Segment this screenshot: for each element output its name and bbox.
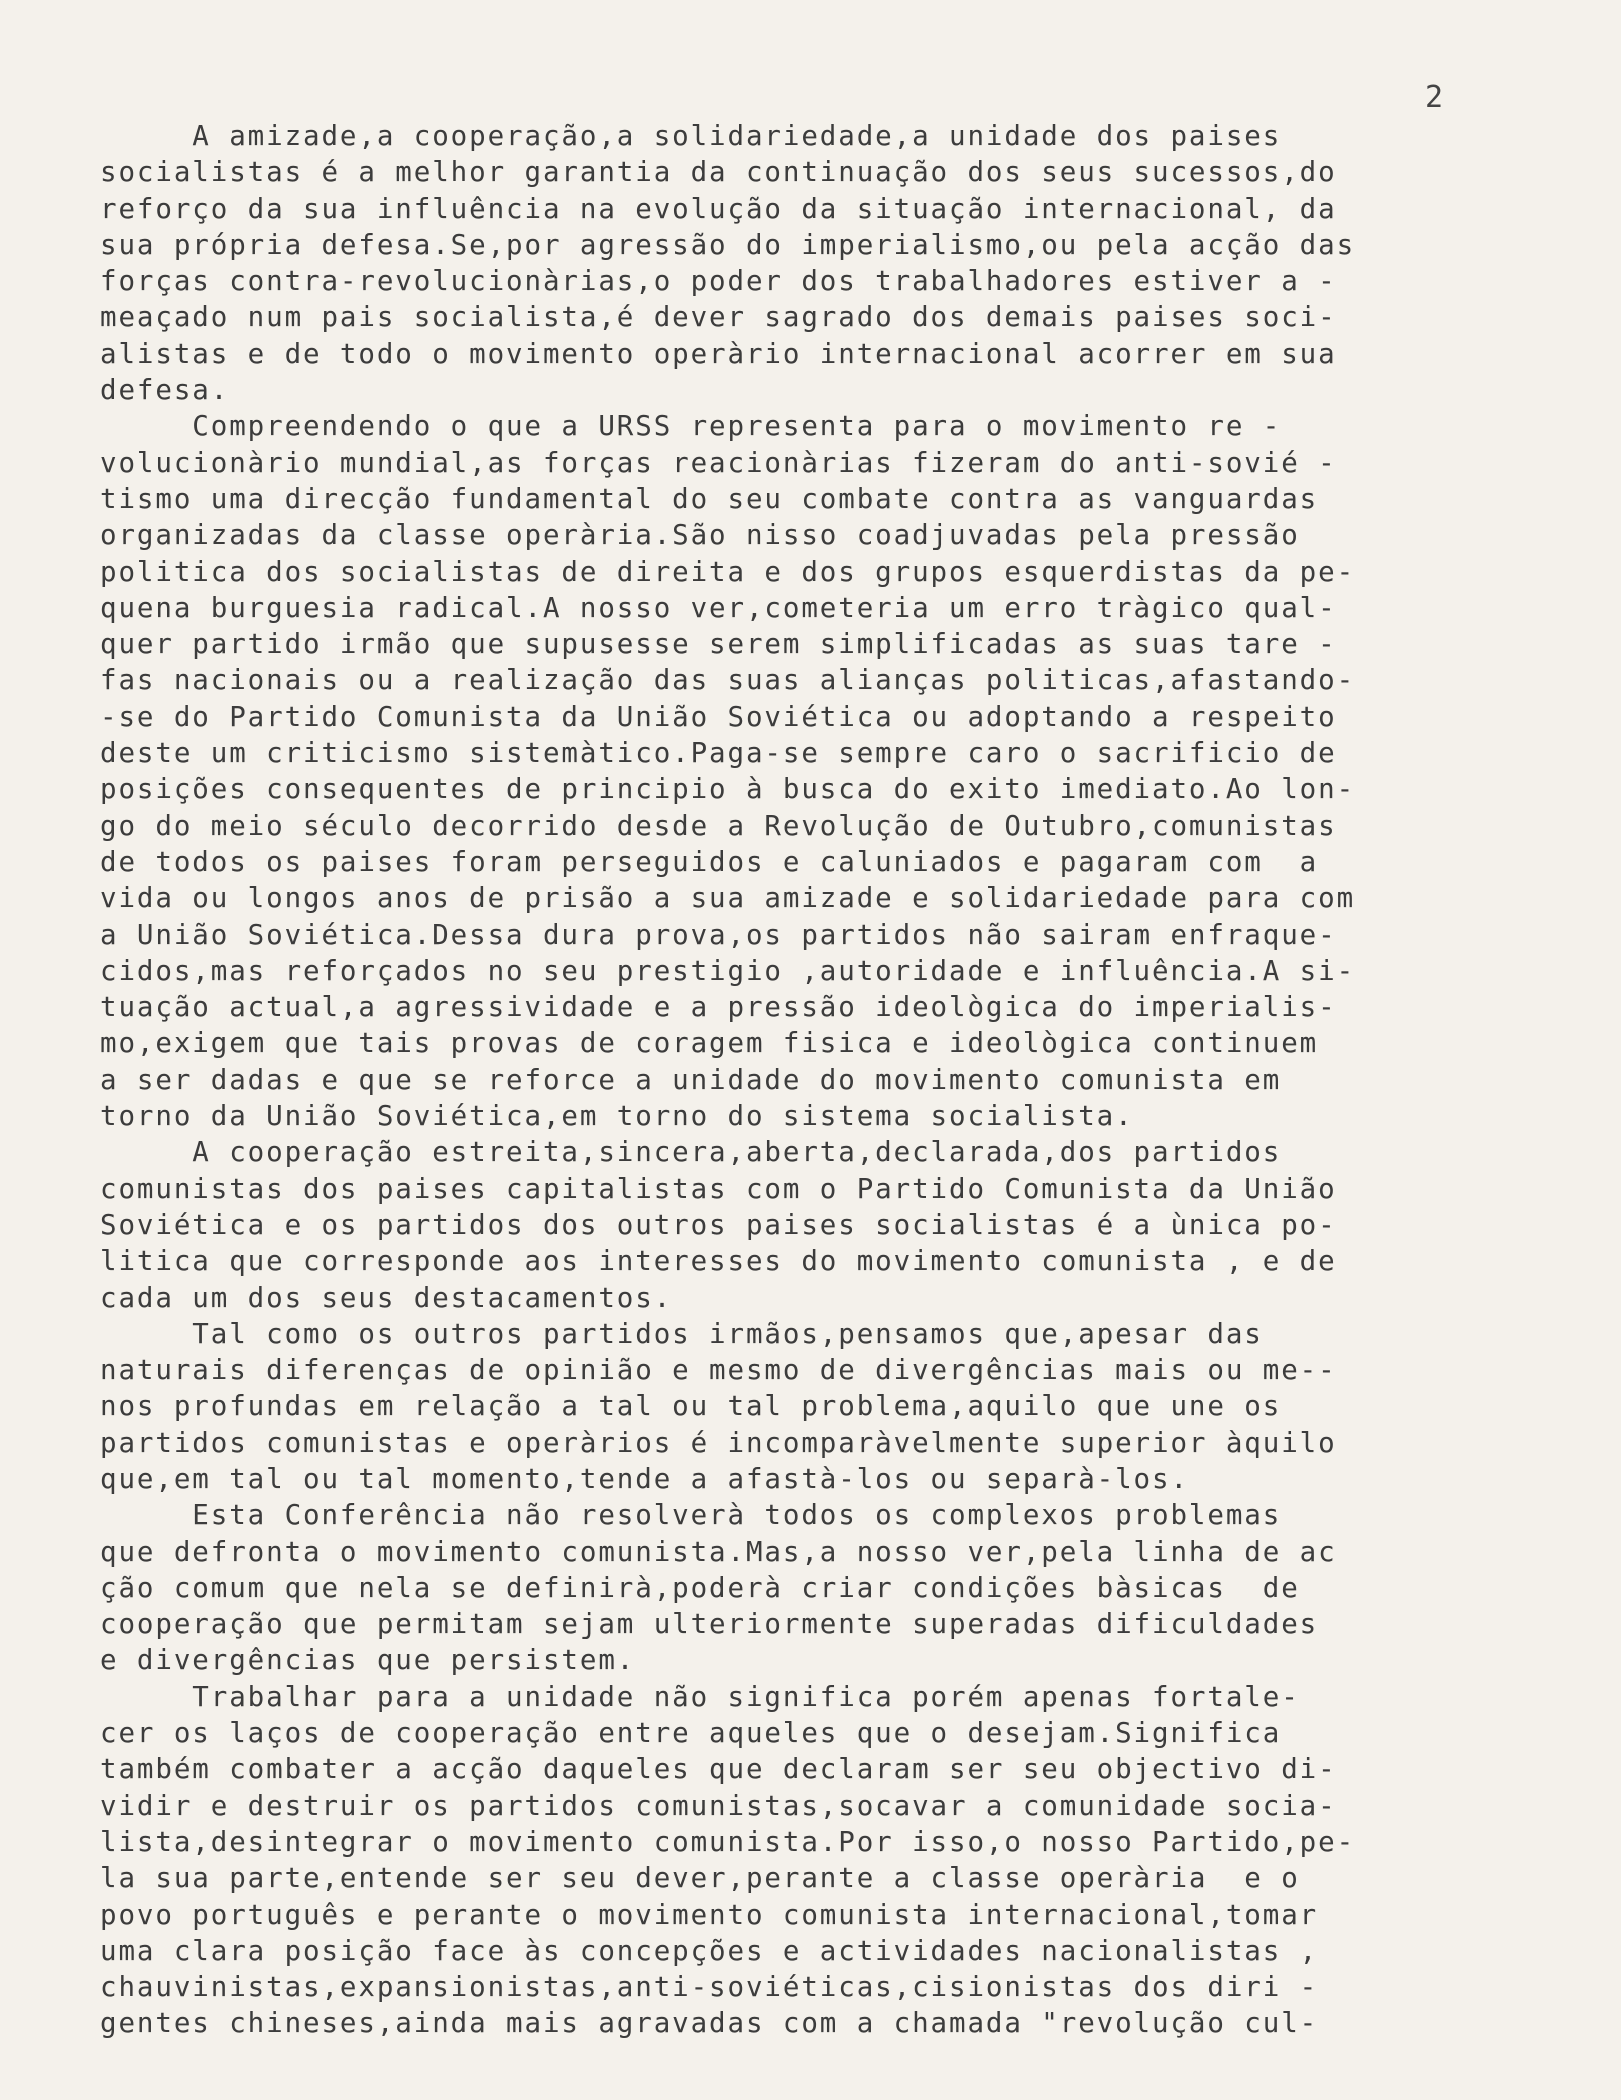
text-line: Esta Conferência não resolverà todos os complexos problemas <box>100 1499 1282 1532</box>
text-line: cidos,mas reforçados no seu prestigio ,autoridade e influência.A si- <box>100 954 1356 987</box>
text-line: a ser dadas e que se reforce a unidade do movimento comunista em <box>100 1063 1282 1096</box>
text-line: litica que corresponde aos interesses do movimento comunista , e de <box>100 1245 1337 1278</box>
text-line: de todos os paises foram perseguidos e caluniados e pagaram com a <box>100 845 1319 878</box>
text-line: mo,exigem que tais provas de coragem fisica e ideològica continuem <box>100 1027 1319 1060</box>
text-line: cada um dos seus destacamentos. <box>100 1281 673 1314</box>
text-line: A amizade,a cooperação,a solidariedade,a unidade dos paises <box>100 120 1282 152</box>
text-line: que,em tal ou tal momento,tende a afastà-los ou separà-los. <box>100 1462 1189 1495</box>
text-line: deste um criticismo sistemàtico.Paga-se sempre caro o sacrificio de <box>100 737 1337 770</box>
page-number: 2 <box>1425 80 1444 115</box>
text-line: forças contra-revolucionàrias,o poder dos trabalhadores estiver a - <box>100 265 1337 298</box>
text-line: nos profundas em relação a tal ou tal problema,aquilo que une os <box>100 1390 1282 1423</box>
text-line: lista,desintegrar o movimento comunista.Por isso,o nosso Partido,pe- <box>100 1825 1356 1858</box>
text-line: posições consequentes de principio à busca do exito imediato.Ao lon- <box>100 773 1356 806</box>
text-line: a União Soviética.Dessa dura prova,os partidos não sairam enfraque- <box>100 918 1337 951</box>
text-line: vidir e destruir os partidos comunistas,socavar a comunidade socia- <box>100 1789 1337 1822</box>
text-line: organizadas da classe operària.São nisso coadjuvadas pela pressão <box>100 519 1300 552</box>
text-line: Trabalhar para a unidade não significa porém apenas fortale- <box>100 1680 1300 1713</box>
text-line: gentes chineses,ainda mais agravadas com a chamada "revolução cul- <box>100 2007 1319 2040</box>
text-line: la sua parte,entende ser seu dever,perante a classe operària e o <box>100 1862 1300 1895</box>
body-text <box>100 118 1480 2042</box>
text-line: fas nacionais ou a realização das suas alianças politicas,afastando- <box>100 664 1356 697</box>
text-line: alistas e de todo o movimento operàrio internacional acorrer em sua <box>100 337 1337 370</box>
text-line: também combater a acção daqueles que declaram ser seu objectivo di- <box>100 1753 1337 1786</box>
text-line: -se do Partido Comunista da União Soviética ou adoptando a respeito <box>100 700 1337 733</box>
text-line: partidos comunistas e operàrios é incomparàvelmente superior àquilo <box>100 1426 1337 1459</box>
text-line: cooperação que permitam sejam ulteriormente superadas dificuldades <box>100 1608 1319 1641</box>
text-line: quena burguesia radical.A nosso ver,cometeria um erro tràgico qual- <box>100 591 1337 624</box>
text-line: socialistas é a melhor garantia da continuação dos seus sucessos,do <box>100 156 1337 189</box>
text-line: go do meio século decorrido desde a Revolução de Outubro,comunistas <box>100 809 1337 842</box>
text-line: Tal como os outros partidos irmãos,pensamos que,apesar das <box>100 1317 1263 1350</box>
text-line: uma clara posição face às concepções e actividades nacionalistas , <box>100 1934 1319 1967</box>
text-line: e divergências que persistem. <box>100 1644 636 1677</box>
text-line: chauvinistas,expansionistas,anti-soviéticas,cisionistas dos diri - <box>100 1971 1319 2004</box>
text-line: comunistas dos paises capitalistas com o Partido Comunista da União <box>100 1172 1337 1205</box>
text-line: meaçado num pais socialista,é dever sagrado dos demais paises soci- <box>100 301 1337 334</box>
text-line: que defronta o movimento comunista.Mas,a nosso ver,pela linha de ac <box>100 1535 1337 1568</box>
text-line: ção comum que nela se definirà,poderà criar condições bàsicas de <box>100 1571 1300 1604</box>
text-line: tuação actual,a agressividade e a pressão ideològica do imperialis- <box>100 991 1337 1024</box>
text-line: sua própria defesa.Se,por agressão do imperialismo,ou pela acção das <box>100 228 1356 261</box>
text-line: naturais diferenças de opinião e mesmo de divergências mais ou me-- <box>100 1354 1337 1387</box>
text-line: tismo uma direcção fundamental do seu combate contra as vanguardas <box>100 482 1319 515</box>
text-line: A cooperação estreita,sincera,aberta,declarada,dos partidos <box>100 1136 1282 1169</box>
text-line: Soviética e os partidos dos outros paises socialistas é a ùnica po- <box>100 1208 1337 1241</box>
text-line: volucionàrio mundial,as forças reacionàrias fizeram do anti-sovié - <box>100 446 1337 479</box>
text-line: cer os laços de cooperação entre aqueles que o desejam.Significa <box>100 1717 1282 1750</box>
text-line: reforço da sua influência na evolução da situação internacional, da <box>100 192 1337 225</box>
text-line: povo português e perante o movimento comunista internacional,tomar <box>100 1898 1319 1931</box>
text-line: defesa. <box>100 374 230 407</box>
text-line: Compreendendo o que a URSS representa para o movimento re - <box>100 410 1282 443</box>
text-line: vida ou longos anos de prisão a sua amizade e solidariedade para com <box>100 882 1356 915</box>
text-line: torno da União Soviética,em torno do sistema socialista. <box>100 1100 1134 1133</box>
text-line: quer partido irmão que supusesse serem simplificadas as suas tare - <box>100 628 1337 661</box>
text-line: politica dos socialistas de direita e dos grupos esquerdistas da pe- <box>100 555 1356 588</box>
